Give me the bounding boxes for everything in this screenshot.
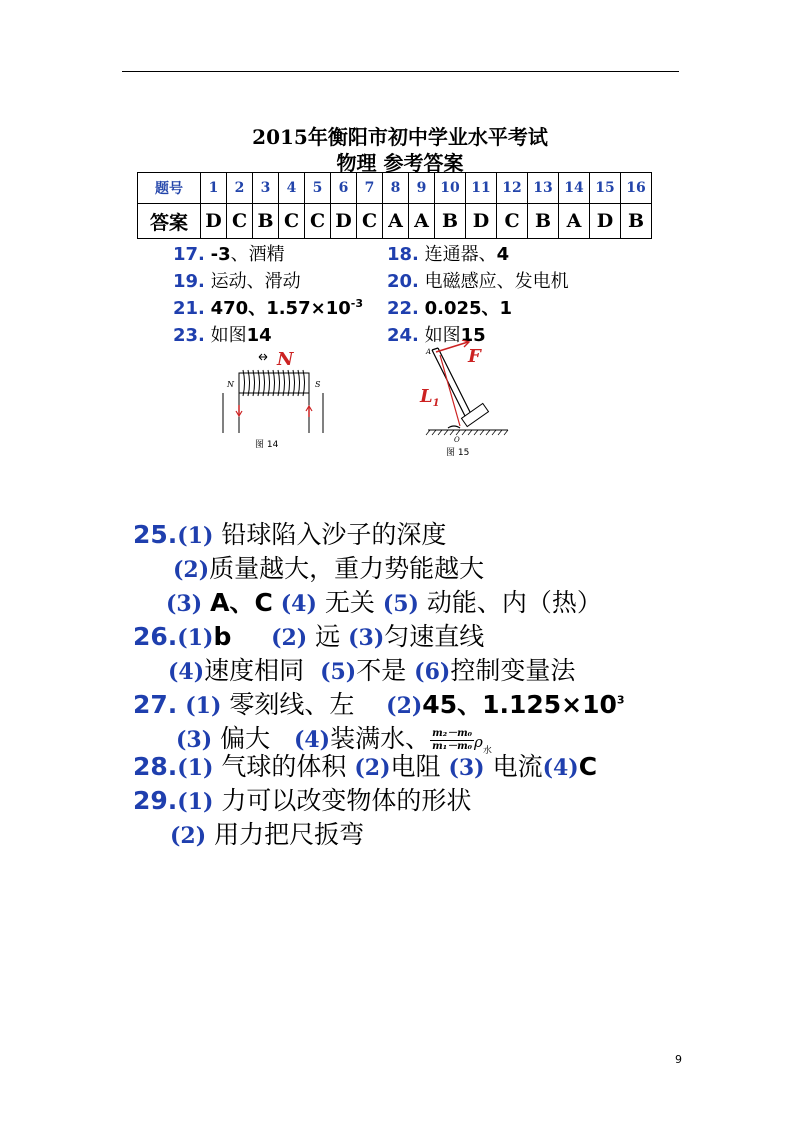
question-num: 21.: [173, 298, 205, 319]
fig15-f-label: F: [468, 346, 481, 367]
fig15-caption: 图 15: [446, 448, 470, 458]
page-number: 9: [675, 1053, 682, 1066]
answer-text: 气球的体积: [221, 752, 347, 781]
answer-29-line-1: [133, 781, 471, 817]
answer-27-line-1: [133, 685, 625, 721]
question-num: 27.: [133, 690, 178, 719]
part-marker: (6): [414, 659, 451, 685]
part-marker: (5): [382, 591, 419, 617]
answer-29-line-2: [170, 815, 364, 851]
answer-text: 速度相同: [204, 656, 305, 685]
question-number: 3: [253, 173, 279, 204]
answer-text: C: [578, 752, 598, 781]
answer-text: 、酒精: [230, 244, 285, 265]
question-num: 17.: [173, 244, 205, 265]
question-number: 1: [201, 173, 227, 204]
question-number: 8: [383, 173, 409, 204]
answer-18: [387, 240, 509, 266]
part-marker: (2): [173, 557, 210, 583]
exponent: -3: [350, 297, 363, 310]
question-num: 19.: [173, 271, 205, 292]
part-marker: (1): [177, 789, 214, 815]
answer-text: 铅球陷入沙子的深度: [221, 520, 447, 549]
answer-text: 动能、内（热）: [426, 588, 602, 617]
answer-text: 如图: [424, 325, 461, 346]
question-number: 16: [621, 173, 652, 204]
part-marker: (4): [168, 659, 205, 685]
top-rule: [122, 71, 679, 72]
answer-table-answer-row: [138, 204, 652, 239]
answer-20: [387, 267, 569, 293]
answer-cell: A: [409, 204, 435, 239]
fig14-n-label: N: [277, 349, 294, 370]
answer-value: 4: [496, 244, 510, 265]
answer-text: 45、1.125×10: [422, 690, 617, 719]
answer-text: 用力把尺扳弯: [214, 820, 365, 849]
answer-table-header-row: [138, 173, 652, 204]
answer-28: [133, 747, 597, 783]
fig15-l-label: $L_1$: [420, 386, 440, 409]
question-num: 24.: [387, 325, 419, 346]
answer-cell: C: [279, 204, 305, 239]
answer-text: 零刻线、左: [229, 690, 355, 719]
question-number: 12: [497, 173, 528, 204]
answer-text: b: [213, 622, 232, 651]
part-marker: (4): [542, 755, 579, 781]
answer-25-line-1: [133, 515, 446, 551]
density-fraction: $\frac{\text{m₂－m₀}}{\text{m₁－m₀}}$: [432, 728, 473, 752]
answer-text: 偏大: [220, 724, 271, 753]
question-num: 28.: [133, 752, 178, 781]
answer-text: 匀速直线: [384, 622, 485, 651]
question-number: 2: [227, 173, 253, 204]
part-marker: (2): [170, 823, 207, 849]
fig15-a-label: A: [426, 348, 432, 356]
part-marker: (1): [177, 625, 214, 651]
answer-text: 力可以改变物体的形状: [221, 786, 472, 815]
answer-26-line-2: [168, 651, 575, 687]
part-marker: (1): [185, 693, 222, 719]
answer-text: 运动、滑动: [210, 271, 301, 292]
answer-26-line-1: [133, 617, 484, 653]
part-marker: (1): [177, 755, 214, 781]
rho-symbol: ρ: [474, 733, 483, 751]
answer-text: 无关: [324, 588, 375, 617]
question-num: 20.: [387, 271, 419, 292]
fig14-right-pole: S: [315, 380, 321, 389]
answer-cell: A: [383, 204, 409, 239]
question-num: 25.: [133, 520, 178, 549]
part-marker: (4): [293, 727, 331, 753]
page-subtitle: 物理 参考答案: [336, 151, 464, 175]
answer-cell: C: [227, 204, 253, 239]
answer-17: [173, 240, 285, 266]
answer-cell: D: [466, 204, 497, 239]
question-number: 4: [279, 173, 305, 204]
figure-ref: 14: [246, 325, 272, 346]
answer-text: 远: [315, 622, 341, 651]
answer-text: 控制变量法: [450, 656, 576, 685]
question-num: 26.: [133, 622, 178, 651]
figure-14-electromagnet: [215, 345, 335, 455]
answer-cell: B: [621, 204, 652, 239]
answer-text: 电磁感应、发电机: [424, 271, 569, 292]
figure-15-lever: [418, 340, 518, 460]
question-number: 10: [435, 173, 466, 204]
question-number: 14: [559, 173, 590, 204]
answer-19: [173, 267, 301, 293]
part-marker: (3): [348, 625, 385, 651]
answer-cell: C: [497, 204, 528, 239]
answer-cell: C: [305, 204, 331, 239]
answer-25-line-3: [166, 583, 602, 619]
answer-22: [387, 294, 512, 320]
part-marker: (3): [166, 591, 203, 617]
answer-value: 0.025、1: [424, 298, 513, 319]
figure-ref: 15: [460, 325, 486, 346]
question-number: 5: [305, 173, 331, 204]
page-title: 2015年衡阳市初中学业水平考试: [252, 125, 548, 149]
answer-cell: D: [201, 204, 227, 239]
part-marker: (2): [386, 693, 423, 719]
part-marker: (2): [354, 755, 391, 781]
question-number: 6: [331, 173, 357, 204]
answer-text: 不是: [356, 656, 407, 685]
answer-cell: C: [357, 204, 383, 239]
answer-cell: D: [331, 204, 357, 239]
question-num: 29.: [133, 786, 178, 815]
part-marker: (3): [448, 755, 485, 781]
answer-25-line-2: [173, 549, 484, 585]
rho-subscript: 水: [482, 746, 492, 756]
answer-23: [173, 321, 272, 347]
answer-cell: A: [559, 204, 590, 239]
answer-label: 答案: [138, 204, 201, 239]
answer-text: 电阻: [390, 752, 441, 781]
question-number: 11: [466, 173, 497, 204]
fig15-o-label: O: [454, 436, 460, 444]
answer-21: [173, 294, 363, 320]
exponent: 3: [616, 693, 625, 707]
answer-cell: B: [528, 204, 559, 239]
question-number: 13: [528, 173, 559, 204]
fig14-caption: 图 14: [255, 440, 279, 450]
part-marker: (3): [176, 727, 213, 753]
question-num: 18.: [387, 244, 419, 265]
part-marker: (5): [320, 659, 357, 685]
answer-text: A、C: [210, 588, 273, 617]
question-number: 15: [590, 173, 621, 204]
part-marker: (2): [271, 625, 308, 651]
answer-text: 装满水、: [330, 724, 431, 753]
answer-value: 470、1.57×10: [210, 298, 351, 319]
part-marker: (1): [177, 523, 214, 549]
answer-text: 质量越大，重力势能越大: [209, 554, 485, 583]
answer-value: -3: [210, 244, 231, 265]
answer-cell: D: [590, 204, 621, 239]
answer-cell: B: [435, 204, 466, 239]
question-number: 7: [357, 173, 383, 204]
question-number: 9: [409, 173, 435, 204]
answer-table: [137, 172, 652, 239]
answer-text: 如图: [210, 325, 247, 346]
answer-text: 连通器、: [424, 244, 497, 265]
question-num: 22.: [387, 298, 419, 319]
answer-cell: B: [253, 204, 279, 239]
fig14-left-pole: N: [227, 380, 234, 389]
header-label: 题号: [138, 173, 201, 204]
part-marker: (4): [280, 591, 317, 617]
question-num: 23.: [173, 325, 205, 346]
answer-text: 电流: [492, 752, 543, 781]
